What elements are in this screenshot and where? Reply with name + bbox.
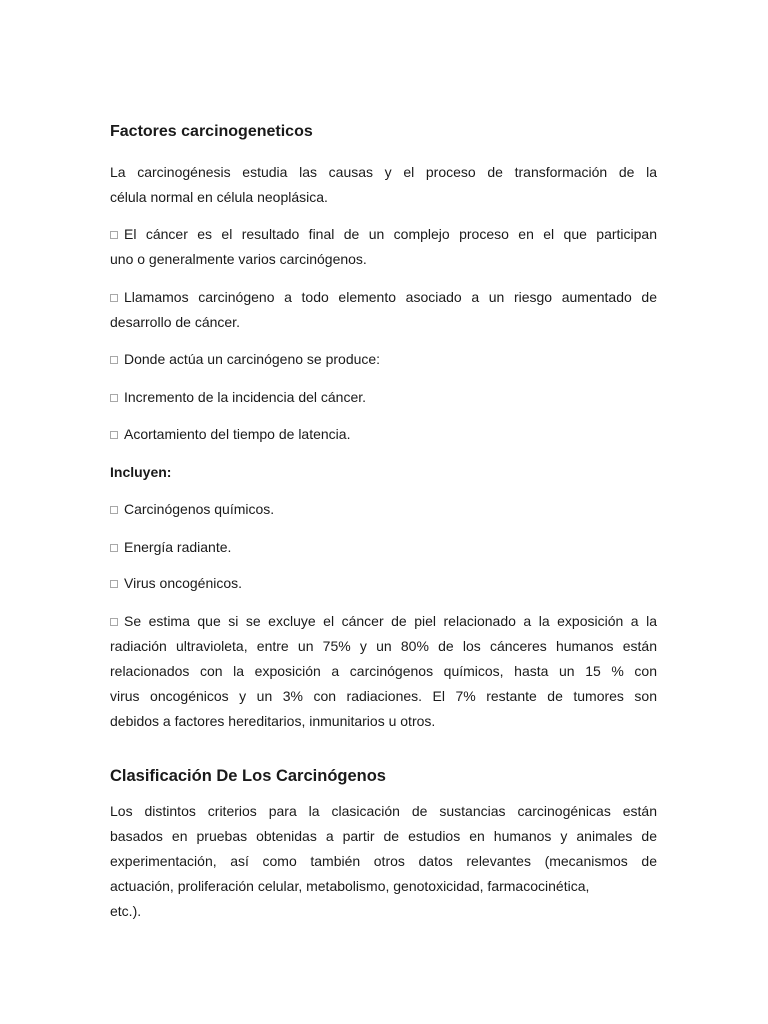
text-line: La carcinogénesis estudia las causas y el proceso de transformación de la xyxy=(110,164,657,180)
text-span: El cáncer es el resultado final de un complejo proceso en el que participan xyxy=(124,226,657,242)
bullet-box-icon xyxy=(110,618,118,626)
bullet-llamamos-carcinogeno xyxy=(110,285,657,335)
text-span: Carcinógenos químicos. xyxy=(124,501,275,517)
bullet-carcinogenos-quimicos xyxy=(110,497,657,522)
bullet-box-icon xyxy=(110,394,118,402)
text-span: Energía radiante. xyxy=(124,539,232,555)
text-line xyxy=(110,609,657,634)
text-line: célula normal en célula neoplásica. xyxy=(110,189,328,205)
text-line: debidos a factores hereditarios, inmunitarios u otros. xyxy=(110,713,436,729)
bullet-box-icon xyxy=(110,506,118,514)
text-line: relacionados con la exposición a carcinógenos químicos, hasta un 15 % con xyxy=(110,663,657,679)
text-line: uno o generalmente varios carcinógenos. xyxy=(110,251,367,267)
text-line: actuación, proliferación celular, metabolismo, genotoxicidad, farmacocinética, xyxy=(110,878,590,894)
text-line: experimentación, así como también otros datos relevantes (mecanismos de xyxy=(110,853,657,869)
text-line xyxy=(110,535,657,560)
incluyen-heading: Incluyen: xyxy=(110,464,172,480)
bullet-incremento xyxy=(110,385,657,410)
text-line: radiación ultravioleta, entre un 75% y un 80% de los cánceres humanos están xyxy=(110,638,657,654)
text-line xyxy=(110,222,657,247)
bullet-box-icon xyxy=(110,580,118,588)
bullet-cancer-proceso xyxy=(110,222,657,272)
text-line: virus oncogénicos y un 3% con radiaciones. El 7% restante de tumores son xyxy=(110,688,657,704)
bullet-box-icon xyxy=(110,431,118,439)
bullet-acortamiento xyxy=(110,422,657,447)
text-line xyxy=(110,571,657,596)
text-line: basados en pruebas obtenidas a partir de estudios en humanos y animales de xyxy=(110,828,657,844)
clasificacion-paragraph xyxy=(110,799,657,924)
text-line xyxy=(110,385,657,410)
bullet-box-icon xyxy=(110,294,118,302)
bullet-se-estima xyxy=(110,609,657,734)
text-span: Se estima que si se excluye el cáncer de piel relacionado a la exposición a la xyxy=(124,613,657,629)
section-title-clasificacion: Clasificación De Los Carcinógenos xyxy=(110,767,386,785)
text-line xyxy=(110,422,657,447)
bullet-box-icon xyxy=(110,544,118,552)
text-line: Los distintos criterios para la clasicación de sustancias carcinogénicas están xyxy=(110,803,657,819)
text-line xyxy=(110,285,657,310)
bullet-virus-oncogenicos xyxy=(110,571,657,596)
text-span: Virus oncogénicos. xyxy=(124,575,243,591)
bullet-energia-radiante xyxy=(110,535,657,560)
text-span: Incremento de la incidencia del cáncer. xyxy=(124,389,367,405)
text-span: Acortamiento del tiempo de latencia. xyxy=(124,426,351,442)
text-span: Donde actúa un carcinógeno se produce: xyxy=(124,351,381,367)
text-line: etc.). xyxy=(110,903,142,919)
text-line xyxy=(110,497,657,522)
text-span: Llamamos carcinógeno a todo elemento asociado a un riesgo aumentado de xyxy=(124,289,657,305)
section-title-factores: Factores carcinogeneticos xyxy=(110,123,313,140)
text-line xyxy=(110,347,657,372)
text-line: desarrollo de cáncer. xyxy=(110,314,240,330)
intro-paragraph xyxy=(110,160,657,210)
bullet-box-icon xyxy=(110,231,118,239)
bullet-box-icon xyxy=(110,356,118,364)
bullet-donde-actua xyxy=(110,347,657,372)
